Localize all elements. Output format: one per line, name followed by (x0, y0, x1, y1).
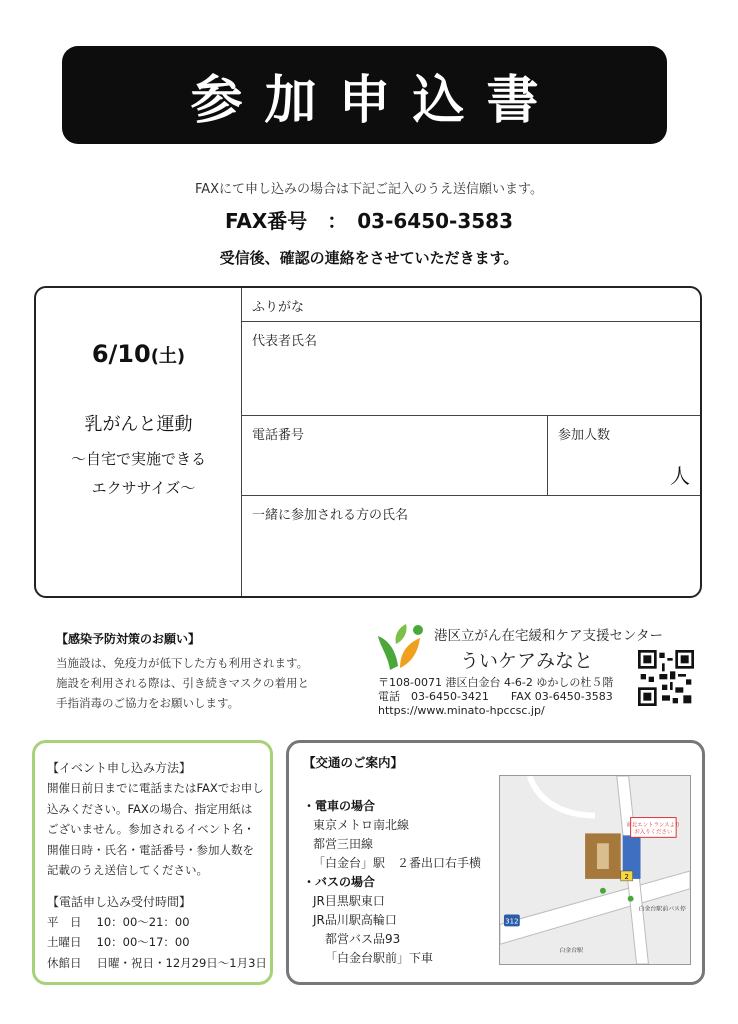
furigana-label: ふりがな (252, 300, 305, 315)
phone-hours-title: 【電話申し込み受付時間】 (47, 894, 192, 909)
participant-count-field[interactable] (548, 416, 702, 496)
representative-name-field[interactable] (242, 322, 702, 416)
event-info (36, 288, 242, 596)
representative-name-label: 代表者氏名 (252, 334, 318, 349)
center-name: 港区立がん在宅緩和ケア支援センター (434, 628, 663, 644)
application-line: 込みください。FAXの場合、指定用紙は (47, 801, 253, 816)
event-subtitle-1: ～自宅で実施できる (70, 450, 206, 468)
map-entrance-note-2: お入りください (634, 829, 673, 836)
map-station-label: 白金台駅 (559, 947, 584, 955)
infection-notice (56, 630, 336, 713)
application-form (34, 286, 702, 598)
hours-row (47, 953, 270, 974)
center-info (376, 622, 696, 717)
notice-line: 施設を利用される際は、引き続きマスクの着用と (56, 676, 309, 690)
notice-body (56, 653, 336, 713)
access-map (499, 775, 691, 965)
event-subtitle-2: エクササイズ～ (91, 479, 196, 497)
map-route-number: 312 (505, 917, 519, 926)
fax-number: FAX番号 ： 03-6450-3583 (224, 209, 514, 233)
center-nickname: ういケアみなと (460, 650, 594, 672)
hours-day: 休館日 (47, 955, 82, 970)
notice-line: 当施設は、免疫力が低下した方も利用されます。 (56, 656, 309, 670)
access-box (286, 740, 705, 985)
bus-line: 「白金台駅前」下車 (325, 951, 434, 965)
phone-field[interactable] (242, 416, 548, 496)
bus-line: JR品川駅高輪口 (313, 913, 397, 927)
companion-names-label: 一緒に参加される方の氏名 (252, 508, 409, 523)
train-line: 東京メトロ南北線 (313, 818, 410, 832)
train-heading: ・電車の場合 (303, 799, 376, 813)
phone-label: 電話番号 (252, 428, 305, 443)
hours-time: 日曜・祝日・12月29日～1月3日 (96, 955, 267, 970)
application-line: 記載のうえ送信してください。 (47, 863, 208, 877)
access-title: 【交通のご案内】 (303, 755, 404, 770)
event-date-value: 6/10 (91, 340, 151, 368)
center-url[interactable]: https://www.minato-hpccsc.jp/ (378, 704, 545, 717)
hours-time: 10：00～17：00 (96, 935, 190, 949)
furigana-field[interactable] (242, 288, 702, 322)
train-line: 「白金台」駅 ２番出口右手横 (313, 856, 482, 870)
event-date (36, 340, 241, 368)
map-entrance-note-1: 南北エントランスより (626, 822, 681, 829)
confirmation-note: 受信後、確認の連絡をさせていただきます。 (219, 249, 519, 267)
application-method-box (32, 740, 273, 985)
application-method-body (47, 778, 270, 881)
event-title: 乳がんと運動 (84, 414, 193, 435)
hours-day: 土曜日 (47, 935, 82, 949)
notice-line: 手指消毒のご協力をお願いします。 (56, 696, 240, 710)
center-address: 〒108-0071 港区白金台 4-6-2 ゆかしの杜５階 (378, 676, 614, 689)
application-line: 開催日前日までに電話またはFAXでお申し (47, 781, 264, 795)
companion-names-field[interactable] (242, 496, 702, 598)
center-contact: 電話 03-6450-3421 FAX 03-6450-3583 (378, 690, 613, 703)
fax-instruction: FAXにて申し込みの場合は下記ご記入のうえ送信願います。 (194, 182, 544, 197)
map-exit-number: 2 (624, 872, 629, 881)
hours-row (47, 912, 270, 933)
map-bus-stop-label: 白金台駅前バス停 (638, 905, 686, 913)
center-logo-icon (376, 622, 430, 672)
train-line: 都営三田線 (313, 837, 374, 851)
center-address-block (378, 676, 613, 718)
event-weekday: (土) (150, 346, 186, 367)
notice-title: 【感染予防対策のお願い】 (56, 632, 201, 646)
hours-time: 10：00～21：00 (96, 914, 190, 929)
bus-line: 都営バス品93 (325, 932, 401, 946)
hours-day: 平 日 (47, 914, 82, 929)
qr-code-icon[interactable] (638, 650, 694, 706)
hours-row (47, 932, 270, 953)
application-line: 開催日時・氏名・電話番号・参加人数を (47, 842, 254, 857)
application-line: ございません。参加されるイベント名・ (47, 822, 255, 836)
participant-count-unit: 人 (670, 464, 690, 488)
title-banner (62, 46, 667, 144)
access-list (303, 797, 481, 968)
bus-line: JR目黒駅東口 (313, 894, 385, 908)
application-method-title: 【イベント申し込み方法】 (47, 761, 192, 775)
participant-count-label: 参加人数 (558, 428, 611, 443)
bus-heading: ・バスの場合 (303, 875, 376, 889)
page-title: 参加申込書 (190, 70, 561, 131)
